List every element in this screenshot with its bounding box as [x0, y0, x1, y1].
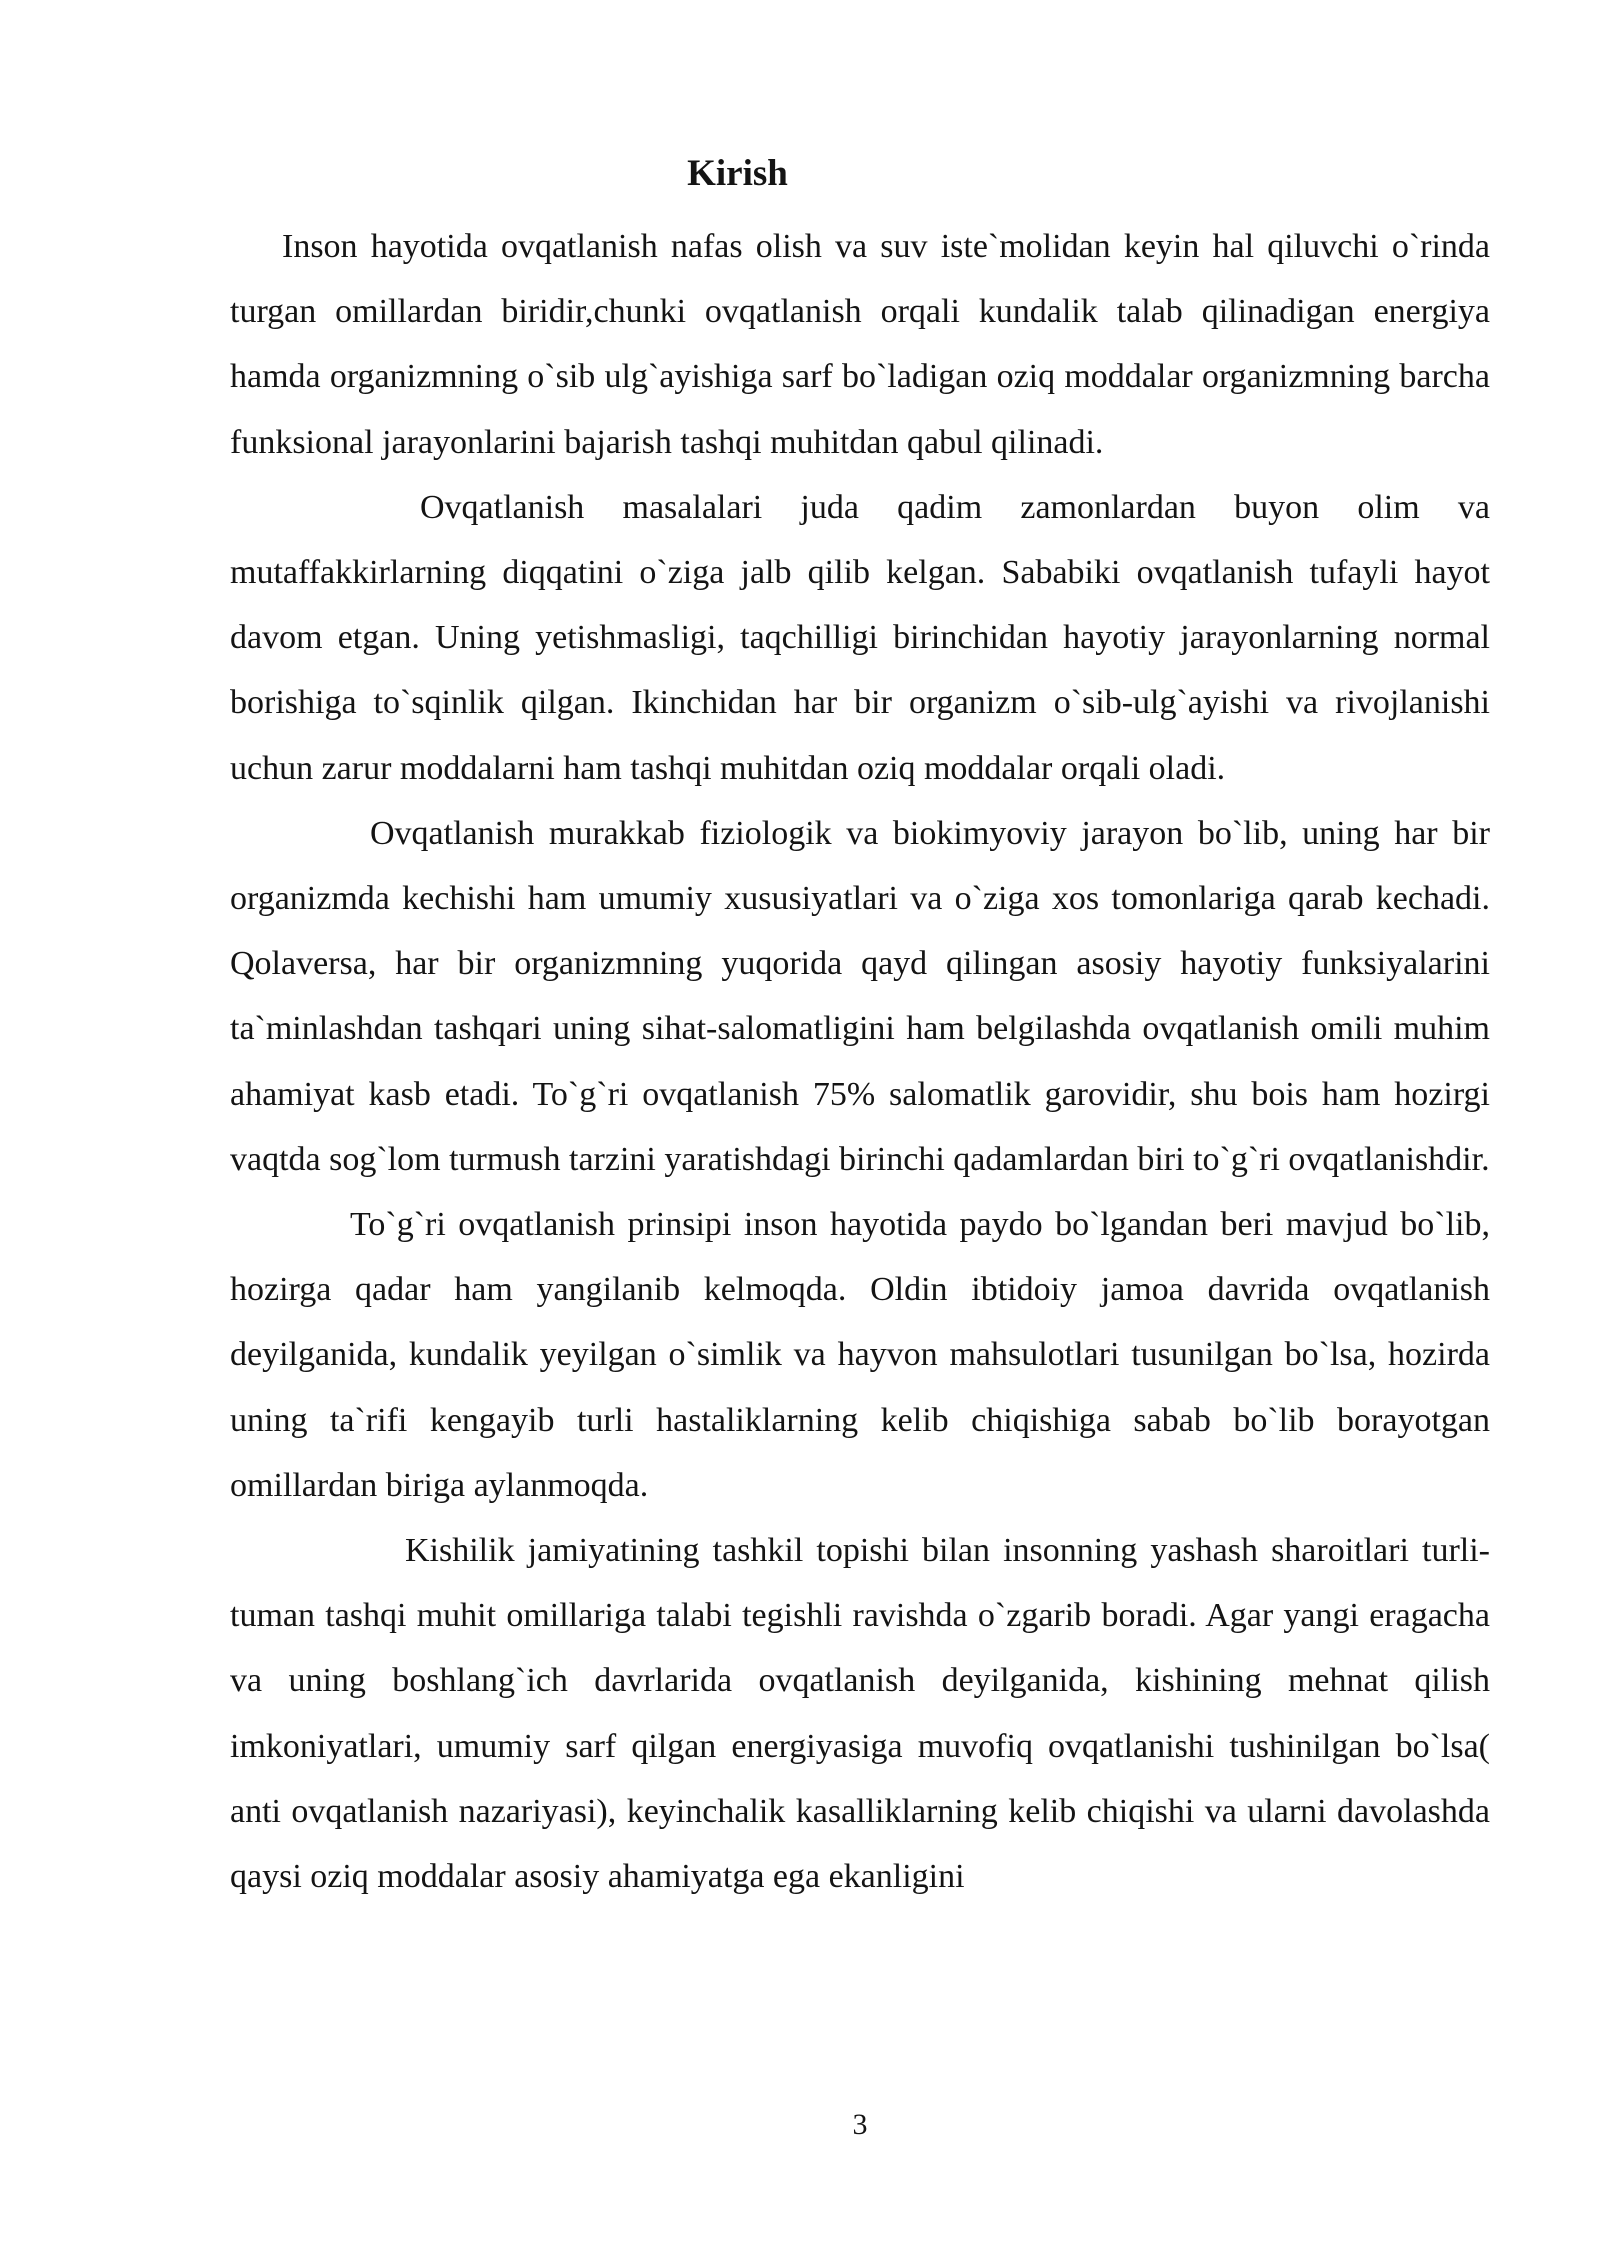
paragraph-1: Inson hayotida ovqatlanish nafas olish va suv iste`molidan keyin hal qiluvchi o`rinda turgan omillardan biridir,chunki ovqatlanish orqali kundalik talab qilinadigan energiya hamda organizmning o`sib ulg`ayishiga sarf bo`ladigan oziq moddalar organizmning barcha funksional jarayonlarini bajarish tashqi muhitdan qabul qilinadi. [230, 228, 1490, 461]
paragraph-3: Ovqatlanish murakkab fiziologik va biokimyoviy jarayon bo`lib, uning har bir organizmda kechishi ham umumiy xususiyatlari va o`ziga xos tomonlariga qarab kechadi. Qolaversa, har bir organizmning yuqorida qayd qilingan asosiy hayotiy funksiyalarini ta`minlashdan tashqari uning sihat-salomatligini ham belgilashda ovqatlanish omili muhim ahamiyat kasb etadi. To`g`ri ovqatlanish 75% salomatlik garovidir, shu bois ham hozirgi vaqtda sog`lom turmush tarzini yaratishdagi birinchi qadamlardan biri to`g`ri ovqatlanishdir. [230, 814, 1490, 1178]
section-heading: Kirish [687, 153, 788, 194]
paragraph-4: To`g`ri ovqatlanish prinsipi inson hayotida paydo bo`lgandan beri mavjud bo`lib, hozirga qadar ham yangilanib kelmoqda. Oldin ibtidoiy jamoa davrida ovqatlanish deyilganida, kundalik yeyilgan o`simlik va hayvon mahsulotlari tusunilgan bo`lsa, hozirda uning ta`rifi kengayib turli hastaliklarning kelib chiqishiga sabab bo`lib borayotgan omillardan biriga aylanmoqda. [230, 1206, 1490, 1504]
paragraph-2: Ovqatlanish masalalari juda qadim zamonlardan buyon olim va mutaffakkirlarning diqqatini o`ziga jalb qilib kelgan. Sababiki ovqatlanish tufayli hayot davom etgan. Uning yetishmasligi, taqchilligi birinchidan hayotiy jarayonlarning normal borishiga to`sqinlik qilgan. Ikinchidan har bir organizm o`sib-ulg`ayishi va rivojlanishi uchun zarur moddalarni ham tashqi muhitdan oziq moddalar orqali oladi. [230, 488, 1490, 787]
paragraph-5: Kishilik jamiyatining tashkil topishi bilan insonning yashash sharoitlari turli-tuman tashqi muhit omillariga talabi tegishli ravishda o`zgarib boradi. Agar yangi eragacha va uning boshlang`ich davrlarida ovqatlanish deyilganida, kishining mehnat qilish imkoniyatlari, umumiy sarf qilgan energiyasiga muvofiq ovqatlanishi tushinilgan bo`lsa( anti ovqatlanish nazariyasi), keyinchalik kasalliklarning kelib chiqishi va ularni davolashda qaysi oziq moddalar asosiy ahamiyatga ega ekanligini [230, 1532, 1490, 1896]
body-text [230, 214, 1490, 1909]
page-number: 3 [852, 2108, 868, 2141]
